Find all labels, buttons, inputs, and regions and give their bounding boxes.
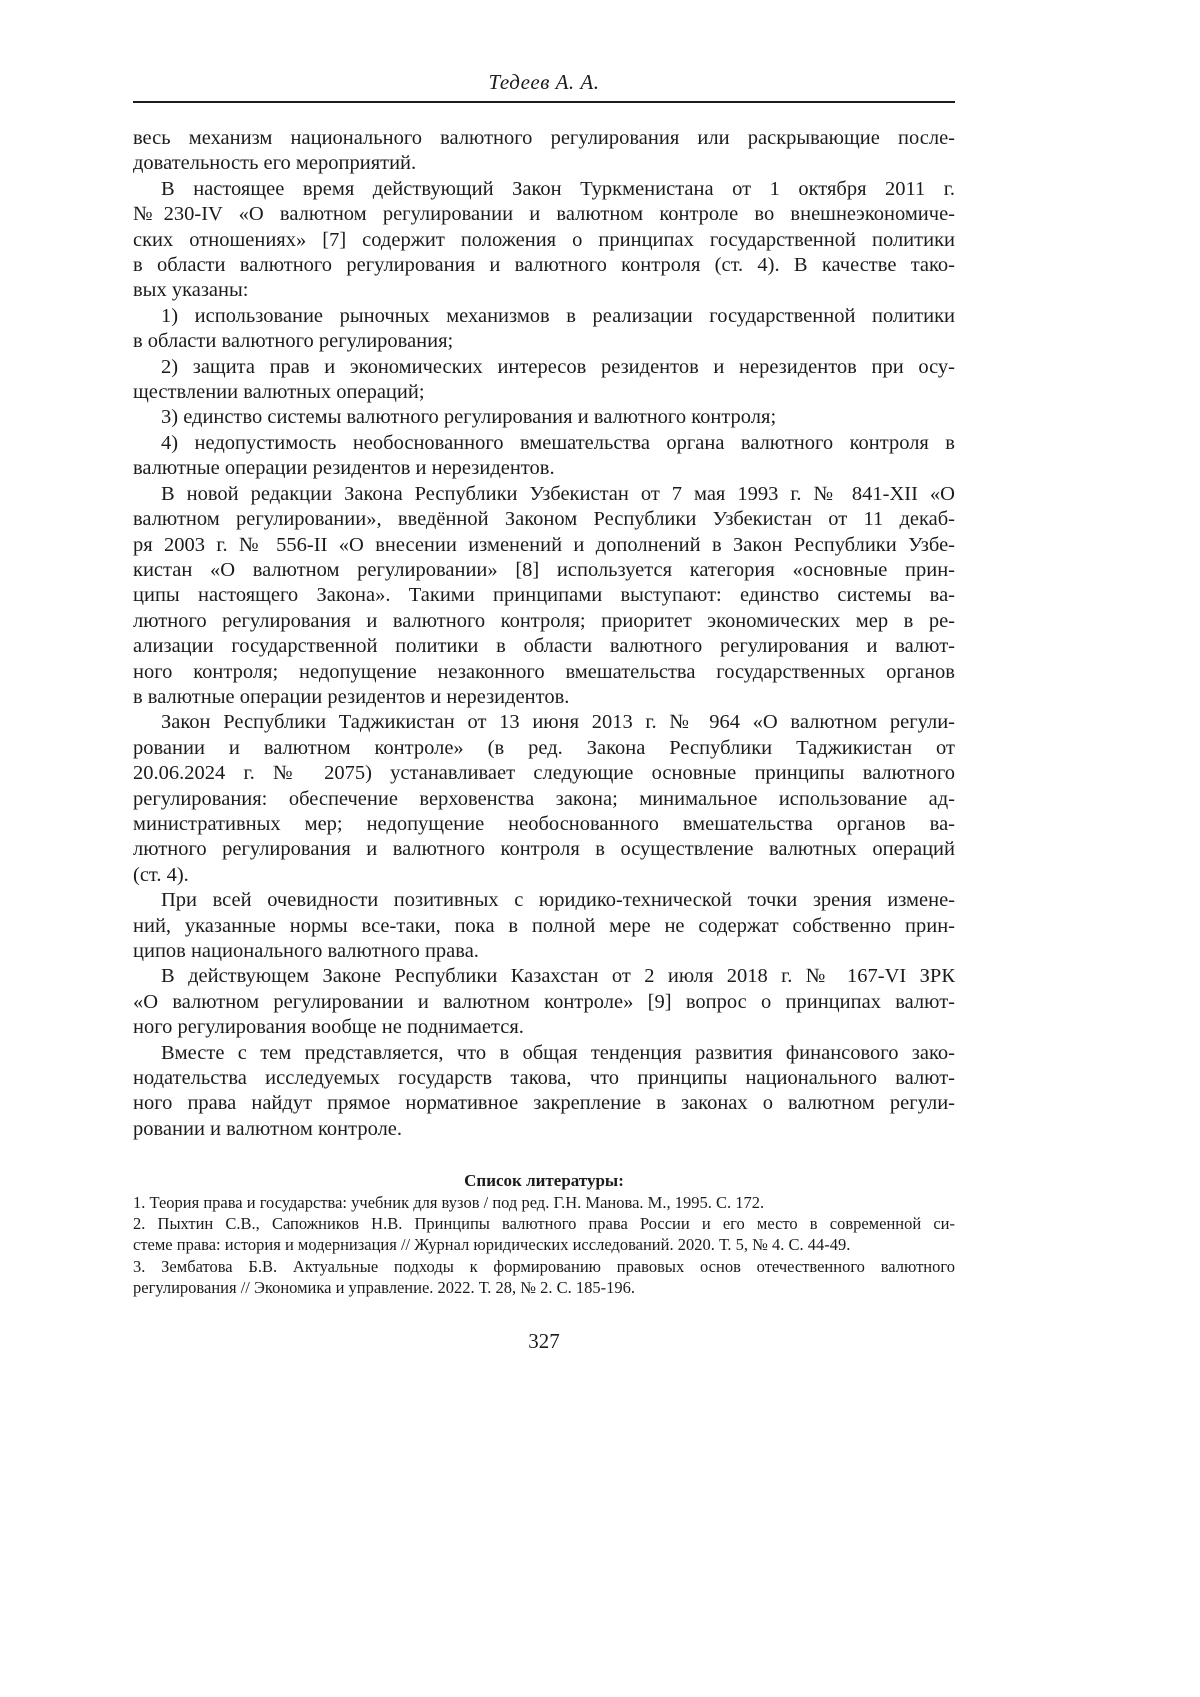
bibliography-line: регулирования // Экономика и управление. 2022. Т. 28, № 2. С. 185-196. xyxy=(133,1277,635,1297)
text-line: При всей очевидности позитивных с юридико-технической точки зрения измене- xyxy=(161,889,955,912)
header-rule xyxy=(133,101,955,103)
paragraph xyxy=(133,482,955,711)
text-line: в области валютного регулирования; xyxy=(133,330,454,353)
text-line: ализации государственной политики в области валютного регулирования и валют- xyxy=(133,635,955,658)
paragraph xyxy=(133,177,955,304)
bibliography-title: Список литературы: xyxy=(464,1171,624,1190)
text-line: 2) защита прав и экономических интересов резидентов и нерезидентов при осу- xyxy=(161,355,955,378)
text-line: (ст. 4). xyxy=(133,863,189,886)
running-header xyxy=(133,69,955,95)
text-line: весь механизм национального валютного регулирования или раскрывающие после- xyxy=(133,127,955,149)
text-line: 1) использование рыночных механизмов в реализации государственной политики xyxy=(161,304,955,327)
text-line: довательность его мероприятий. xyxy=(133,152,417,175)
text-line: кистан «О валютном регулировании» [8] используется категория «основные прин- xyxy=(133,558,955,581)
text-line: в области валютного регулирования и валютного контроля (ст. 4). В качестве тако- xyxy=(133,254,955,277)
bibliography-line: 1. Теория права и государства: учебник для вузов / под ред. Г.Н. Манова. М., 1995. С. 172. xyxy=(133,1193,765,1212)
text-line: регулирования: обеспечение верховенства закона; минимальное использование ад- xyxy=(133,787,955,810)
text-line: ного права найдут прямое нормативное закрепление в законах о валютном регули- xyxy=(133,1092,955,1115)
text-line: ществлении валютных операций; xyxy=(133,381,425,404)
bibliography-line: 3. Зембатова Б.В. Актуальные подходы к формированию правовых основ отечественного валютного xyxy=(133,1256,955,1276)
bibliography-item xyxy=(133,1213,955,1255)
text-line: ровании и валютном контроле. xyxy=(133,1117,403,1140)
text-line: в валютные операции резидентов и нерезидентов. xyxy=(133,685,570,708)
text-line: 4) недопустимость необоснованного вмешательства органа валютного контроля в xyxy=(161,431,955,454)
text-line: В действующем Законе Республики Казахстан от 2 июля 2018 г. № 167-VI ЗРК xyxy=(161,965,955,988)
bibliography-line: 2. Пыхтин С.В., Сапожников Н.В. Принципы валютного права России и его место в современной си- xyxy=(133,1214,955,1234)
paragraph xyxy=(133,304,955,355)
bibliography-item xyxy=(133,1192,955,1213)
paragraph xyxy=(133,431,955,482)
text-line: лютного регулирования и валютного контроля в осуществление валютных операций xyxy=(133,838,955,861)
text-line: ного регулирования вообще не поднимается. xyxy=(133,1016,524,1039)
paragraph xyxy=(133,1041,955,1143)
text-line: Вместе с тем представляется, что в общая тенденция развития финансового зако- xyxy=(161,1041,955,1064)
text-line: №230-IV «О валютном регулировании и валютном контроле во внешнеэкономиче- xyxy=(133,203,955,226)
text-line: ря 2003 г. № 556-II «О внесении изменений и дополнений в Закон Республики Узбе- xyxy=(133,533,955,556)
paragraph xyxy=(133,126,955,177)
paragraph xyxy=(133,405,955,430)
text-line: нодательства исследуемых государств такова, что принципы национального валют- xyxy=(133,1067,955,1090)
text-line: ских отношениях» [7] содержит положения о принципах государственной политики xyxy=(133,228,955,251)
page-number: 327 xyxy=(528,1329,560,1353)
text-line: ровании и валютном контроле» (в ред. Закона Республики Таджикистан от xyxy=(133,736,955,759)
text-line: В настоящее время действующий Закон Туркменистана от 1 октября 2011 г. xyxy=(161,177,955,200)
paragraph xyxy=(133,355,955,406)
text-line: В новой редакции Закона Республики Узбекистан от 7 мая 1993 г. № 841-XII «О xyxy=(161,482,955,505)
text-line: валютном регулировании», введённой Законом Республики Узбекистан от 11 декаб- xyxy=(133,508,955,531)
bibliography-line: стеме права: история и модернизация // Журнал юридических исследований. 2020. Т. 5, № 4. С. 44-49. xyxy=(133,1235,851,1255)
paragraph xyxy=(133,710,955,888)
bibliography-list xyxy=(133,1192,955,1298)
text-line: ципы настоящего Закона». Такими принципами выступают: единство системы ва- xyxy=(133,584,955,607)
text-line: вых указаны: xyxy=(133,279,249,302)
text-line: министративных мер; недопущение необоснованного вмешательства органов ва- xyxy=(133,812,955,835)
article-body xyxy=(133,126,955,1142)
text-line: 20.06.2024 г. № 2075) устанавливает следующие основные принципы валютного xyxy=(133,762,955,785)
text-line: 3) единство системы валютного регулирования и валютного контроля; xyxy=(161,406,777,429)
text-line: лютного регулирования и валютного контроля; приоритет экономических мер в ре- xyxy=(133,609,955,632)
paragraph xyxy=(133,888,955,964)
text-line: ного контроля; недопущение незаконного вмешательства государственных органов xyxy=(133,660,955,683)
text-line: валютные операции резидентов и нерезидентов. xyxy=(133,457,555,480)
text-line: Закон Республики Таджикистан от 13 июня 2013 г. № 964 «О валютном регули- xyxy=(161,711,955,734)
bibliography-item xyxy=(133,1256,955,1298)
paragraph xyxy=(133,964,955,1040)
text-line: ний, указанные нормы все-таки, пока в полной мере не содержат собственно прин- xyxy=(133,914,955,937)
text-line: «О валютном регулировании и валютном контроле» [9] вопрос о принципах валют- xyxy=(133,990,955,1013)
author-name: Тедеев А. А. xyxy=(488,70,600,94)
text-line: ципов национального валютного права. xyxy=(133,940,479,962)
